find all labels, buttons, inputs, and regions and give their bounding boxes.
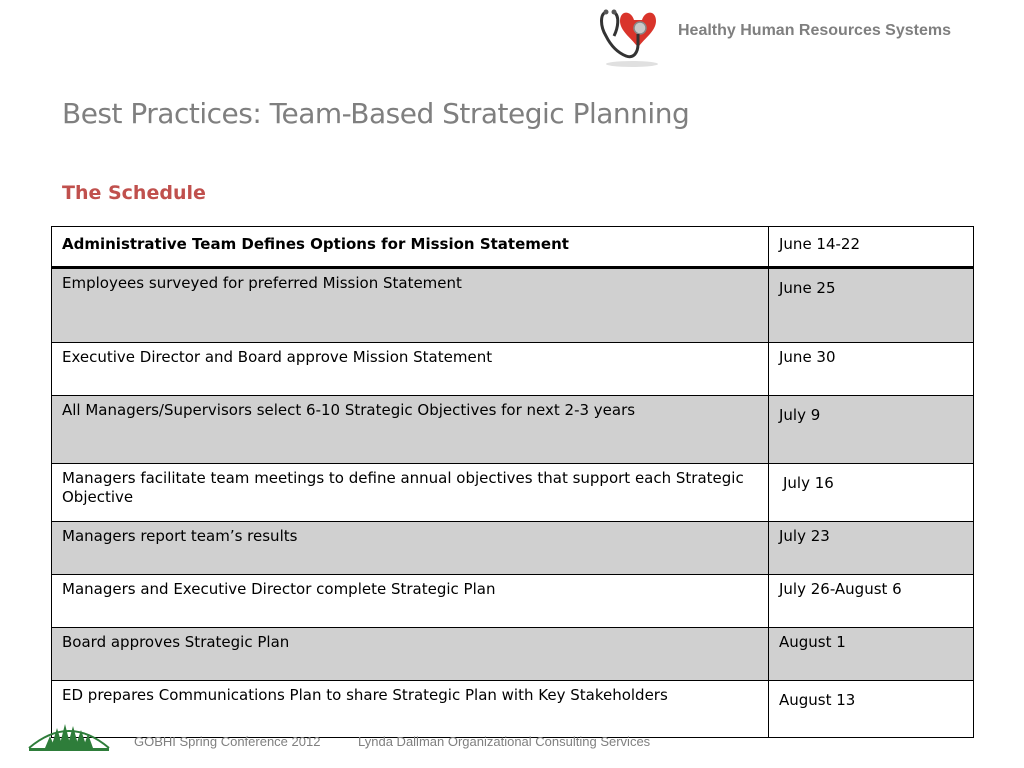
schedule-table bbox=[51, 226, 974, 738]
task-cell: Managers facilitate team meetings to define annual objectives that support each Strategic Objective bbox=[52, 464, 769, 522]
date-cell: June 30 bbox=[769, 343, 974, 396]
slide-subtitle: The Schedule bbox=[62, 182, 206, 204]
task-cell: Executive Director and Board approve Mission Statement bbox=[52, 343, 769, 396]
task-cell: All Managers/Supervisors select 6-10 Strategic Objectives for next 2-3 years bbox=[52, 396, 769, 464]
trees-logo bbox=[27, 720, 111, 754]
date-cell: August 13 bbox=[769, 681, 974, 738]
task-cell: Managers and Executive Director complete Strategic Plan bbox=[52, 575, 769, 628]
task-cell: Administrative Team Defines Options for Mission Statement bbox=[52, 227, 769, 268]
table-row bbox=[52, 522, 974, 575]
task-cell: Employees surveyed for preferred Mission Statement bbox=[52, 268, 769, 343]
stethoscope-heart-logo bbox=[592, 6, 670, 68]
table-row bbox=[52, 464, 974, 522]
table-row bbox=[52, 396, 974, 464]
footer-company: Lynda Dallman Organizational Consulting Services bbox=[358, 734, 651, 749]
task-cell: Board approves Strategic Plan bbox=[52, 628, 769, 681]
table-header-row bbox=[52, 227, 974, 268]
table-row bbox=[52, 681, 974, 738]
date-cell: July 9 bbox=[769, 396, 974, 464]
date-cell: June 14-22 bbox=[769, 227, 974, 268]
table-row bbox=[52, 575, 974, 628]
brand-name: Healthy Human Resources Systems bbox=[678, 22, 951, 39]
table-row bbox=[52, 628, 974, 681]
task-cell: Managers report team’s results bbox=[52, 522, 769, 575]
task-cell: ED prepares Communications Plan to share Strategic Plan with Key Stakeholders bbox=[52, 681, 769, 738]
date-cell: August 1 bbox=[769, 628, 974, 681]
date-cell: July 26-August 6 bbox=[769, 575, 974, 628]
table-row bbox=[52, 268, 974, 343]
slide-title: Best Practices: Team-Based Strategic Planning bbox=[62, 97, 690, 130]
date-cell: July 23 bbox=[769, 522, 974, 575]
date-cell: June 25 bbox=[769, 268, 974, 343]
date-cell: July 16 bbox=[769, 464, 974, 522]
footer-conference: GOBHI Spring Conference 2012 bbox=[134, 734, 321, 749]
table-row bbox=[52, 343, 974, 396]
